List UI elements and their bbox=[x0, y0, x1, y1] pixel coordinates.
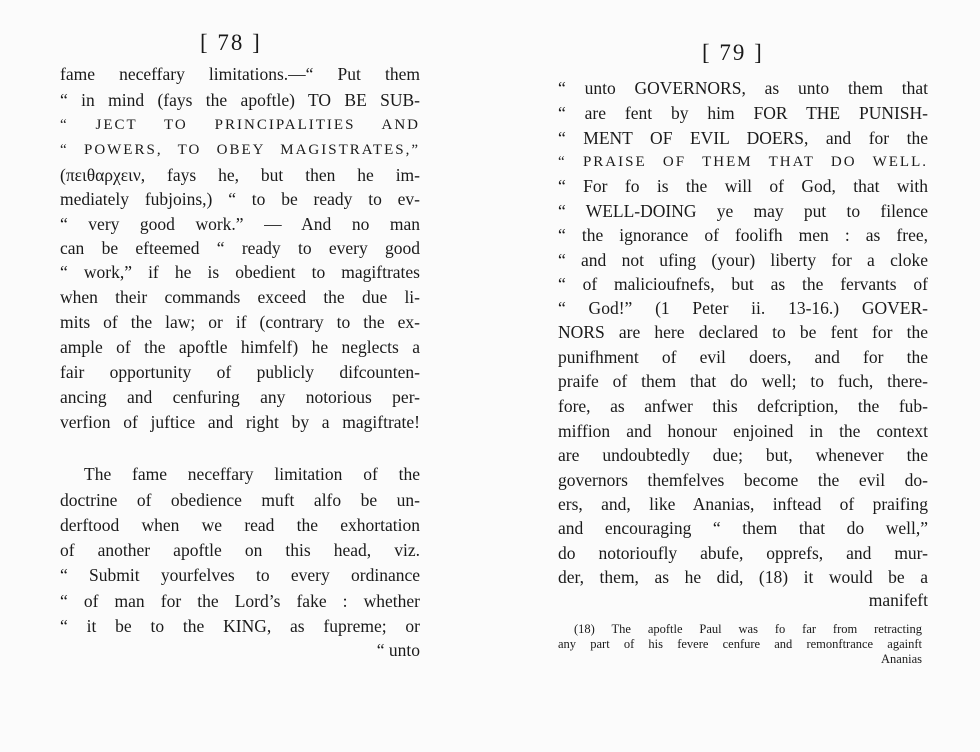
text-line: fore, as anfwer this defcription, the fub- bbox=[558, 396, 928, 416]
text-line: can be efteemed “ ready to every good bbox=[60, 238, 420, 258]
footnote-line: any part of his fevere cenfure and remonftrance againft bbox=[558, 637, 922, 651]
text-line: governors themfelves become the evil do- bbox=[558, 470, 928, 490]
footnote-line: (18) The apoftle Paul was fo far from retracting bbox=[574, 622, 922, 636]
catchword: manifeft bbox=[868, 590, 928, 610]
catchword: “ unto bbox=[376, 640, 420, 660]
text-line: “ For fo is the will of God, that with bbox=[558, 176, 928, 196]
text-line: “ are fent by him FOR THE PUNISH- bbox=[558, 103, 928, 123]
paragraph-first-line: The fame neceffary limitation of the bbox=[84, 464, 420, 484]
text-line: fame neceffary limitations.—“ Put them bbox=[60, 64, 420, 84]
text-line: ers, and, like Ananias, inftead of praifing bbox=[558, 494, 928, 514]
text-line: “ work,” if he is obedient to magiftrates bbox=[60, 262, 420, 282]
text-line: praife of them that do well; to fuch, there- bbox=[558, 371, 928, 391]
text-line: “ it be to the KING, as fupreme; or bbox=[60, 616, 420, 636]
text-line: ample of the apoftle himfelf) he neglects a bbox=[60, 337, 420, 357]
right-page bbox=[490, 0, 980, 752]
text-line: “ of malicioufnefs, but as the fervants of bbox=[558, 274, 928, 294]
page-number: [ 78 ] bbox=[200, 30, 262, 55]
text-line: verfion of juftice and right by a magiftrate! bbox=[60, 412, 420, 432]
text-line: “ the ignorance of foolifh men : as free, bbox=[558, 225, 928, 245]
text-line: do notorioufly abufe, opprefs, and mur- bbox=[558, 543, 928, 563]
text-line: and encouraging “ them that do well,” bbox=[558, 518, 928, 538]
text-line: mits of the law; or if (contrary to the ex- bbox=[60, 312, 420, 332]
text-line: are undoubtedly due; but, whenever the bbox=[558, 445, 928, 465]
text-line: “ POWERS, TO OBEY MAGISTRATES,” bbox=[60, 142, 420, 158]
text-line: (πειθαρχειν, fays he, but then he im- bbox=[60, 165, 420, 185]
text-line: “ and not ufing (your) liberty for a cloke bbox=[558, 250, 928, 270]
text-line: der, them, as he did, (18) it would be a bbox=[558, 567, 928, 587]
text-line: fair opportunity of publicly difcounten- bbox=[60, 362, 420, 382]
text-line: punifhment of evil doers, and for the bbox=[558, 347, 928, 367]
page-number: [ 79 ] bbox=[702, 40, 764, 65]
text-line: “ in mind (fays the apoftle) TO BE SUB- bbox=[60, 90, 420, 110]
text-line: of another apoftle on this head, viz. bbox=[60, 540, 420, 560]
text-line: “ WELL-DOING ye may put to filence bbox=[558, 201, 928, 221]
text-line: ancing and cenfuring any notorious per- bbox=[60, 387, 420, 407]
text-line: “ God!” (1 Peter ii. 13-16.) GOVER- bbox=[558, 298, 928, 318]
text-line: miffion and honour enjoined in the context bbox=[558, 421, 928, 441]
text-line: “ JECT TO PRINCIPALITIES AND bbox=[60, 117, 420, 133]
text-line: “ PRAISE OF THEM THAT DO WELL. bbox=[558, 154, 928, 170]
text-line: derftood when we read the exhortation bbox=[60, 515, 420, 535]
text-line: “ of man for the Lord’s fake : whether bbox=[60, 591, 420, 611]
footnote-line: Ananias bbox=[881, 652, 922, 666]
text-line: “ unto GOVERNORS, as unto them that bbox=[558, 78, 928, 98]
text-line: doctrine of obedience muft alfo be un- bbox=[60, 490, 420, 510]
text-line: mediately fubjoins,) “ to be ready to ev- bbox=[60, 189, 420, 209]
text-line: NORS are here declared to be fent for the bbox=[558, 322, 928, 342]
text-line: “ Submit yourfelves to every ordinance bbox=[60, 565, 420, 585]
text-line: “ very good work.” — And no man bbox=[60, 214, 420, 234]
text-line: when their commands exceed the due li- bbox=[60, 287, 420, 307]
text-line: “ MENT OF EVIL DOERS, and for the bbox=[558, 128, 928, 148]
